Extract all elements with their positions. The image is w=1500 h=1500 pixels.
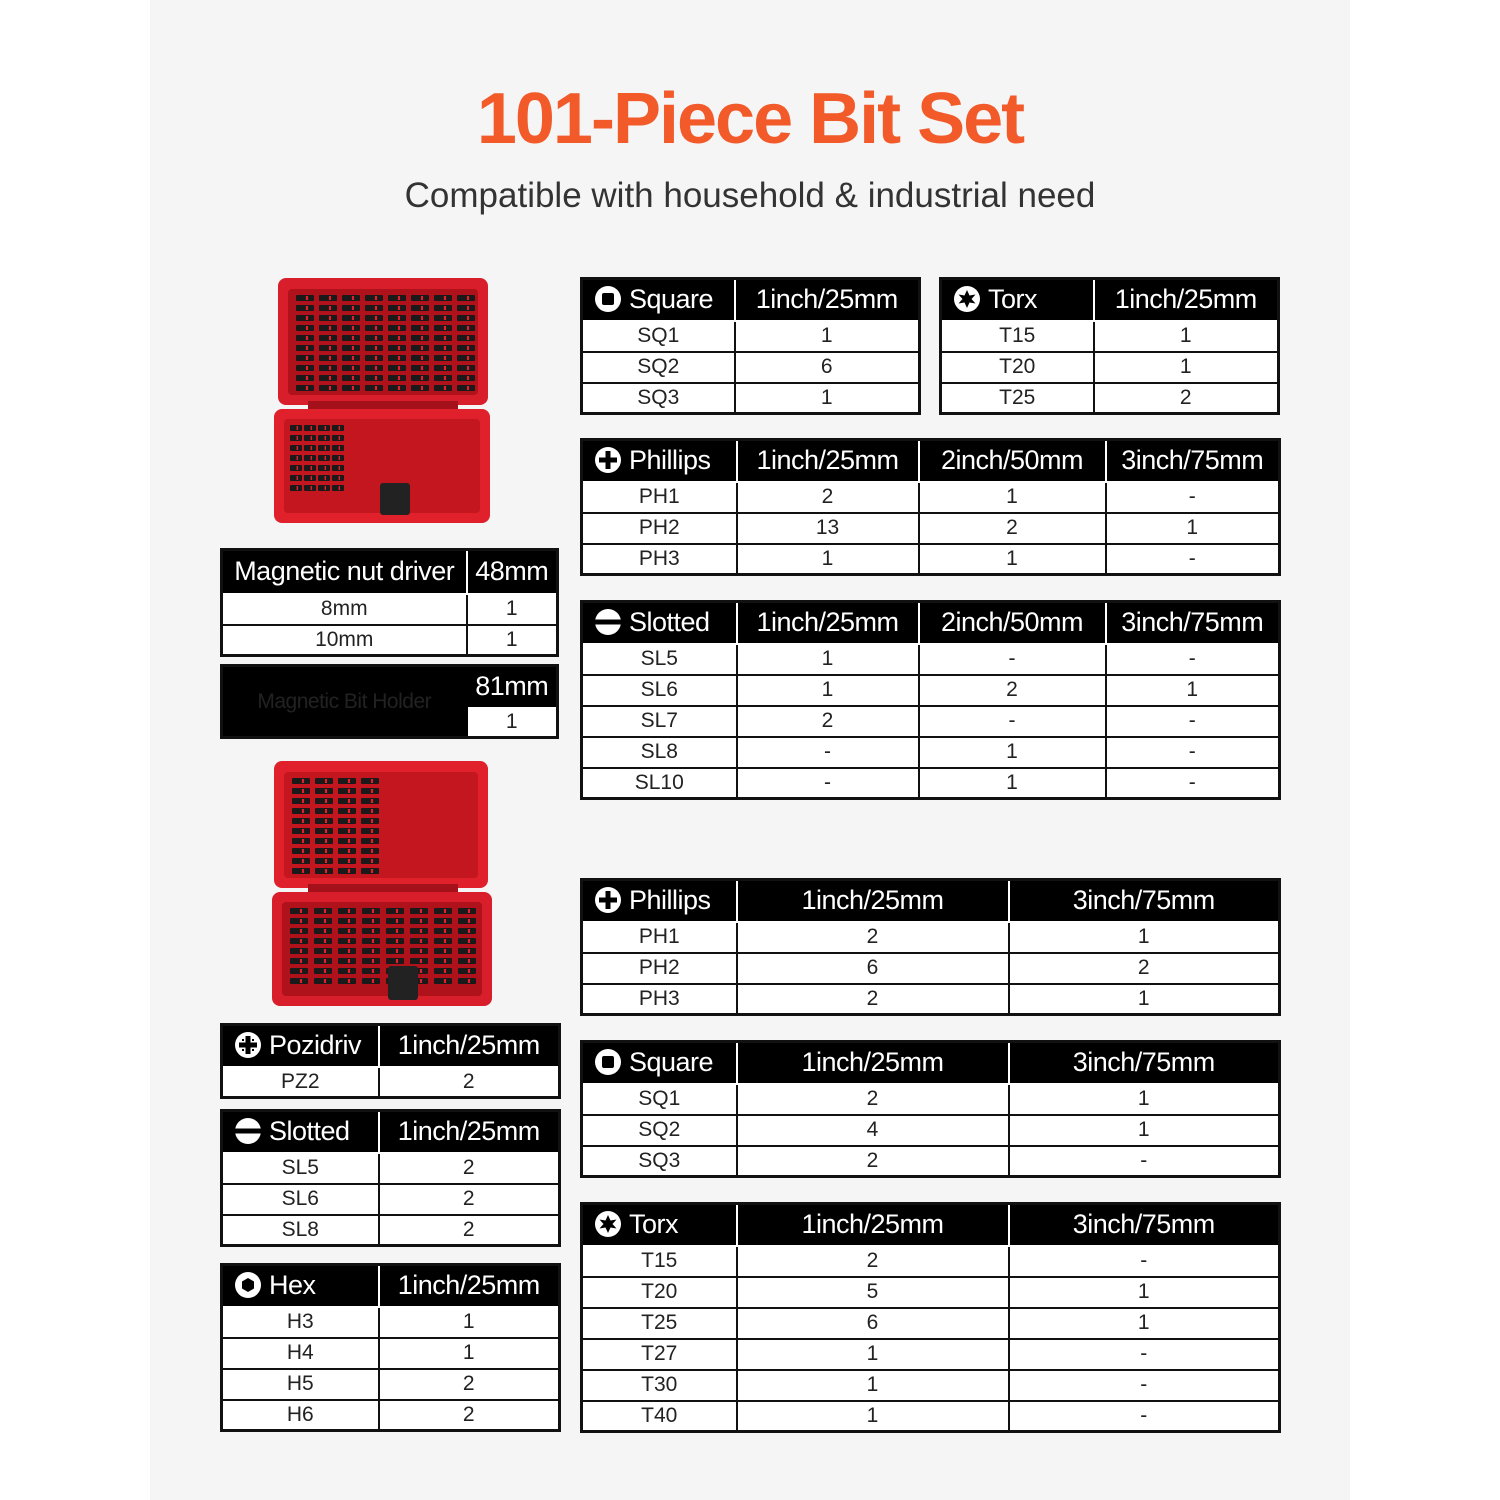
square-header: Square <box>582 1042 737 1084</box>
column-header: 1inch/25mm <box>737 602 919 644</box>
hex-icon <box>235 1270 269 1300</box>
table-cell: 2 <box>379 1400 560 1431</box>
table-row <box>582 1308 1280 1339</box>
table-row <box>582 1370 1280 1401</box>
slotted-header: Slotted <box>222 1111 379 1153</box>
table-cell: 2 <box>379 1067 560 1098</box>
torx-header: Torx <box>582 1204 737 1246</box>
table-cell: 1 <box>1009 1308 1280 1339</box>
table-cell: 1 <box>737 1401 1009 1432</box>
phillips-header: Phillips <box>582 440 737 482</box>
table-cell: 6 <box>735 352 920 383</box>
table-cell: T25 <box>582 1308 737 1339</box>
torx-header: Torx <box>941 279 1094 321</box>
table-cell: 1 <box>1009 1115 1280 1146</box>
table-cell: PH2 <box>582 953 737 984</box>
square-icon <box>595 284 629 314</box>
table-cell: T30 <box>582 1370 737 1401</box>
table-cell: PH2 <box>582 513 737 544</box>
table-cell: 2 <box>737 706 919 737</box>
table-cell: - <box>919 706 1106 737</box>
table-row <box>582 1339 1280 1370</box>
column-header: 1inch/25mm <box>379 1025 560 1067</box>
table-row: 10mm 1 <box>222 625 558 656</box>
table-cell: - <box>1009 1246 1280 1277</box>
column-header: 1inch/25mm <box>379 1111 560 1153</box>
table-row <box>582 737 1280 768</box>
table-cell: 2 <box>919 513 1106 544</box>
square-header: Square <box>582 279 735 321</box>
table-cell: - <box>1009 1370 1280 1401</box>
table-row <box>582 383 920 414</box>
table-cell: PH1 <box>582 482 737 513</box>
table-cell: 2 <box>737 482 919 513</box>
hex-table <box>220 1263 561 1432</box>
pozidriv-header: Pozidriv <box>222 1025 379 1067</box>
table-row <box>582 706 1280 737</box>
bit-holder-label: Magnetic Bit Holder <box>222 666 467 738</box>
column-header: 3inch/75mm <box>1009 880 1280 922</box>
table-cell: 1 <box>919 737 1106 768</box>
table-row <box>582 321 920 352</box>
table-cell: 1 <box>919 482 1106 513</box>
table-cell: SQ2 <box>582 352 735 383</box>
table-cell: 1 <box>379 1307 560 1338</box>
table-cell: 2 <box>379 1153 560 1184</box>
table-cell: H3 <box>222 1307 379 1338</box>
table-cell: SL10 <box>582 768 737 799</box>
table-row <box>582 922 1280 953</box>
table-cell: 2 <box>379 1215 560 1246</box>
table-row <box>582 1246 1280 1277</box>
table-row <box>222 1338 560 1369</box>
phillips-header: Phillips <box>582 880 737 922</box>
table-row <box>582 513 1280 544</box>
table-cell: 1 <box>1106 513 1280 544</box>
table-cell: 1 <box>737 544 919 575</box>
square-icon <box>595 1047 629 1077</box>
table-row <box>582 953 1280 984</box>
case-photo-bottom <box>268 758 496 1008</box>
table-cell: 1 <box>919 544 1106 575</box>
bit-holder-qty: 1 <box>467 708 558 738</box>
table-cell: H5 <box>222 1369 379 1400</box>
column-header: 3inch/75mm <box>1009 1042 1280 1084</box>
table-cell: 1 <box>1009 1277 1280 1308</box>
square-table-bottom <box>580 1040 1281 1178</box>
slotted-icon <box>235 1116 269 1146</box>
table-cell: 2 <box>379 1369 560 1400</box>
table-cell: - <box>919 644 1106 675</box>
table-cell: PH3 <box>582 544 737 575</box>
table-cell: H6 <box>222 1400 379 1431</box>
table-cell: 1 <box>1094 352 1279 383</box>
table-cell: - <box>1009 1339 1280 1370</box>
table-cell: SQ1 <box>582 1084 737 1115</box>
column-header: 1inch/25mm <box>737 1042 1009 1084</box>
table-cell: SL5 <box>582 644 737 675</box>
table-row <box>582 544 1280 575</box>
table-row <box>582 768 1280 799</box>
table-row <box>582 1401 1280 1432</box>
table-cell: 1 <box>1106 675 1280 706</box>
column-header: 1inch/25mm <box>379 1265 560 1307</box>
table-cell: T15 <box>941 321 1094 352</box>
hex-header: Hex <box>222 1265 379 1307</box>
bit-holder-table <box>220 664 559 739</box>
table-cell: 1 <box>737 675 919 706</box>
table-cell: SL7 <box>582 706 737 737</box>
table-cell: 2 <box>737 984 1009 1015</box>
table-cell: 2 <box>1009 953 1280 984</box>
table-cell: PZ2 <box>222 1067 379 1098</box>
table-cell: 2 <box>1094 383 1279 414</box>
table-row <box>582 1146 1280 1177</box>
torx-icon <box>954 284 988 314</box>
table-cell: T40 <box>582 1401 737 1432</box>
table-cell: 1 <box>735 383 920 414</box>
case-photo-top <box>270 275 495 525</box>
table-cell: 1 <box>379 1338 560 1369</box>
column-header: 1inch/25mm <box>1094 279 1279 321</box>
table-cell: 1 <box>737 1339 1009 1370</box>
table-row <box>582 1115 1280 1146</box>
table-row <box>582 644 1280 675</box>
column-header: 1inch/25mm <box>737 880 1009 922</box>
table-cell: 2 <box>737 922 1009 953</box>
table-row <box>222 1153 560 1184</box>
table-row <box>222 1400 560 1431</box>
table-row <box>941 321 1279 352</box>
table-cell: - <box>1106 544 1280 575</box>
table-cell: 6 <box>737 953 1009 984</box>
table-cell: 1 <box>1094 321 1279 352</box>
nut-driver-table <box>220 548 559 657</box>
table-cell: - <box>1009 1146 1280 1177</box>
column-header: 1inch/25mm <box>737 440 919 482</box>
column-header: 1inch/25mm <box>735 279 920 321</box>
table-cell: SQ3 <box>582 1146 737 1177</box>
table-row <box>582 352 920 383</box>
table-cell: 1 <box>737 644 919 675</box>
nut-driver-label: Magnetic nut driver <box>222 550 467 594</box>
column-header: 1inch/25mm <box>737 1204 1009 1246</box>
table-row <box>222 1067 560 1098</box>
table-row <box>222 1307 560 1338</box>
table-cell: - <box>1106 644 1280 675</box>
table-cell: - <box>737 768 919 799</box>
page-subtitle: Compatible with household & industrial need <box>404 176 1096 215</box>
table-cell: PH1 <box>582 922 737 953</box>
table-row <box>222 1369 560 1400</box>
phillips-icon <box>595 885 629 915</box>
table-cell: 2 <box>737 1246 1009 1277</box>
table-cell: 2 <box>737 1084 1009 1115</box>
table-cell: PH3 <box>582 984 737 1015</box>
table-cell: SL8 <box>222 1215 379 1246</box>
table-cell: - <box>737 737 919 768</box>
page-title: 101-Piece Bit Set <box>476 79 1024 159</box>
table-row <box>941 383 1279 414</box>
table-cell: 2 <box>379 1184 560 1215</box>
pozidriv-icon <box>235 1030 269 1060</box>
bit-holder-size: 81mm <box>467 666 558 708</box>
table-row <box>582 1277 1280 1308</box>
table-cell: 13 <box>737 513 919 544</box>
table-row <box>582 482 1280 513</box>
table-row <box>222 1184 560 1215</box>
table-cell: SL6 <box>582 675 737 706</box>
table-cell: 1 <box>919 768 1106 799</box>
table-row: 8mm 1 <box>222 594 558 625</box>
column-header: 2inch/50mm <box>919 602 1106 644</box>
table-cell: 1 <box>1009 984 1280 1015</box>
torx-table-bottom <box>580 1202 1281 1433</box>
table-cell: T15 <box>582 1246 737 1277</box>
table-cell: 2 <box>737 1146 1009 1177</box>
table-cell: 1 <box>1009 922 1280 953</box>
table-cell: SL8 <box>582 737 737 768</box>
slotted-header: Slotted <box>582 602 737 644</box>
table-cell: - <box>1106 482 1280 513</box>
table-row <box>941 352 1279 383</box>
table-cell: 1 <box>737 1370 1009 1401</box>
phillips-icon <box>595 445 629 475</box>
column-header: 3inch/75mm <box>1106 602 1280 644</box>
column-header: 2inch/50mm <box>919 440 1106 482</box>
slotted-table-bottom <box>220 1109 561 1247</box>
table-cell: SL5 <box>222 1153 379 1184</box>
table-cell: - <box>1106 768 1280 799</box>
column-header: 3inch/75mm <box>1106 440 1280 482</box>
table-row <box>582 984 1280 1015</box>
table-cell: 5 <box>737 1277 1009 1308</box>
table-cell: SQ2 <box>582 1115 737 1146</box>
table-cell: T20 <box>582 1277 737 1308</box>
nut-driver-size: 48mm <box>467 550 558 594</box>
column-header: 3inch/75mm <box>1009 1204 1280 1246</box>
table-cell: 1 <box>1009 1084 1280 1115</box>
table-cell: SL6 <box>222 1184 379 1215</box>
slotted-table-top <box>580 600 1281 800</box>
phillips-table-bottom <box>580 878 1281 1016</box>
table-row <box>222 1215 560 1246</box>
square-table-top <box>580 277 921 415</box>
table-cell: SQ3 <box>582 383 735 414</box>
table-cell: 4 <box>737 1115 1009 1146</box>
pozidriv-table <box>220 1023 561 1099</box>
torx-icon <box>595 1209 629 1239</box>
torx-table-top <box>939 277 1280 415</box>
slotted-icon <box>595 607 629 637</box>
table-cell: T25 <box>941 383 1094 414</box>
table-cell: 6 <box>737 1308 1009 1339</box>
table-cell: 2 <box>919 675 1106 706</box>
table-cell: SQ1 <box>582 321 735 352</box>
phillips-table-top <box>580 438 1281 576</box>
table-row <box>582 675 1280 706</box>
table-cell: - <box>1106 706 1280 737</box>
table-cell: - <box>1009 1401 1280 1432</box>
table-cell: - <box>1106 737 1280 768</box>
table-cell: T27 <box>582 1339 737 1370</box>
table-cell: T20 <box>941 352 1094 383</box>
table-cell: H4 <box>222 1338 379 1369</box>
table-cell: 1 <box>735 321 920 352</box>
table-row <box>582 1084 1280 1115</box>
